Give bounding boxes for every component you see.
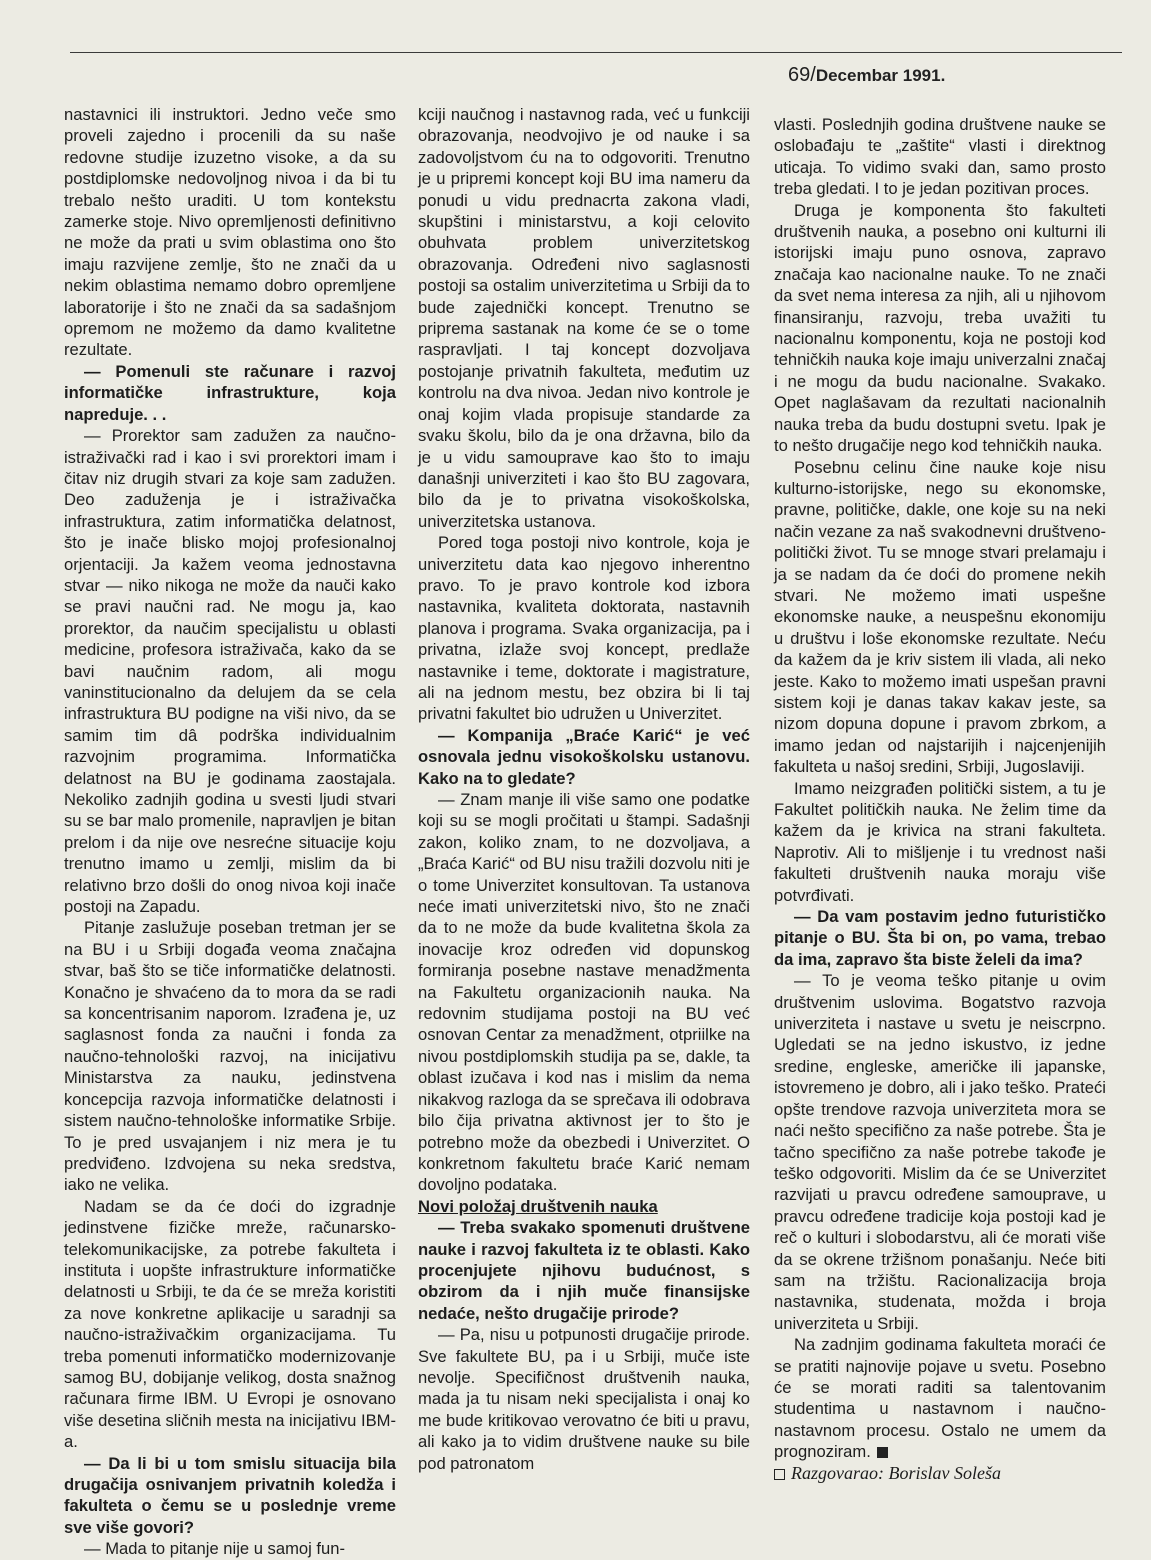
body-paragraph: nastavnici ili instruktori. Jedno veče smo proveli zajedno i procenili da su naše redovne studije izuzetno visoke, a da su postdiplomske nedovoljnog nivoa i da bi tu trebalo nešto uraditi. U tom kontekstu zamerke stoje. Nivo opremljenosti definitivno ne može da prati u svim oblastima ono što imaju razvijene zemlje, što ne znači da u nekim oblastima nemamo dobro opremljene laboratorije i što ne znači da sa sadašnjom opremom ne možemo da damo kvalitetne rezultate. — [64, 105, 396, 360]
interview-question: — Treba svakako spomenuti društvene nauke i razvoj fakulteta iz te oblasti. Kako procenjujete njihovu budućnost, s obzirom da i njih muče finansijske nedaće, nešto drugačije prirode? — [418, 1218, 750, 1323]
body-paragraph: vlasti. Poslednjih godina društvene nauke se oslobađaju te „zaštite“ vlasti i direktnog uticaja. To vidimo svaki dan, samo prosto treba gledati. I to je jedan pozitivan proces. — [774, 115, 1106, 199]
section-subheading: Novi položaj društvenih nauka — [418, 1196, 658, 1216]
page-number: 69/ — [788, 64, 816, 86]
body-paragraph: — To je veoma teško pitanje u ovim društvenim uslovima. Bogatstvo razvoja univerziteta i nastave u svetu je neiscrpno. Ugledati se na jedno iskustvo, iz jedne sredine, engleske, američke ili japanske, istovremeno je dobro, ali i jako teško. Prateći opšte trendove razvoja univerziteta mora se naći nešto specifično za naše potrebe. Šta je tačno specifično za naše potrebe takođe je teško odgovoriti. Mislim da će se Univerzitet razvijati u pravcu određene samouprave, u pravcu određene tradicije koja postoji kad je reč o kulturi i slobodarstvu, ali će morati više da se okrene tržišnom ponašanju. Neće biti sam na tržištu. Racionalizacija broja nastavnika, studenata, možda i broja univerziteta u Srbiji. — [774, 971, 1106, 1333]
body-paragraph: Pitanje zaslužuje poseban tretman jer se na BU i u Srbiji događa veoma značajna stvar, baš što se tiče informatičke delatnosti. Konačno je shvaćeno da to mora da se radi sa koncentrisanim naporom. Izrađena je, uz saglasnost fonda za naučni i fonda za naučno-tehnološki razvoj, na inicijativu Ministarstva za nauku, jedinstvena koncepcija razvoja informatičke delatnosti i sistem naučno-tehnološke informatike Srbije. To je pred usvajanjem i niz mera je tu predviđeno. Izdvojena su neka sredstva, iako ne velika. — [64, 918, 396, 1195]
body-paragraph: — Znam manje ili više samo one podatke koji su se mogli pročitati u štampi. Sadašnji zakon, koliko znam, to ne dozvoljava, a „Braća Karić“ od BU nisu tražili dozvolu niti je o tome Univerzitet konsultovan. Ta ustanova neće imati univerzitetski nivo, što ne znači da to ne može da bude kvalitetna škola za inovacije kroz određen vid dopunskog formiranja posebne nastave menadžmenta na Fakultetu organizacionih nauka. Na redovnim studijama postoji na BU već osnovan Centar za menadžment, otpriilke na nivou postdiplomskih studija pa se, dakle, ta oblast izučava i kod nas i mislim da nema nikakvog razloga da se sprečava ili odobrava bilo čija privatna aktivnost jer to što je potrebno može da obezbedi i Univerzitet. O konkretnom fakultetu braće Karić nemam dovoljno podataka. — [418, 790, 750, 1195]
interview-question: — Da li bi u tom smislu situacija bila drugačija osnivanjem privatnih koledža i fakulteta o čemu se u poslednje vreme sve više govori? — [64, 1453, 396, 1537]
interview-question: — Kompanija „Braće Karić“ je već osnovala jednu visokoškolsku ustanovu. Kako na to gledate? — [418, 725, 750, 788]
body-paragraph: — Prorektor sam zadužen za naučno-istraživački rad i kao i svi prorektori imam i čitav niz drugih stvari za koje sam zadužen. Deo zaduženja je i istraživačka infrastruktura, zatim informatička delatnost, što je inače blisko mojoj profesionalnoj orjentaciji. Ja kažem veoma jednostavna stvar — niko nikoga ne može da nauči kako se pravi naučni rad. Ne mogu ja, kao prorektor, da naučim specijalistu u oblasti medicine, profesora istraživača, kako da se bavi naučnim radom, ali mogu vaninstitucionalno da delujem da se cela infrastruktura BU podigne na viši nivo, da se samim tim dâ podrška individualnim razvojnim programima. Informatička delatnost na BU je godinama zaostajala. Nekoliko zadnjih godina u svesti ljudi stvari su se bar malo promenile, napravljen je bitan prelom i da nije ove nesrećne situacije koju trenutno imamo u zemlji, mislim da bi relativno brzo došli do onog nivoa koji inače postoji na Zapadu. — [64, 426, 396, 917]
byline — [774, 1463, 1106, 1484]
body-paragraph: — Pa, nisu u potpunosti drugačije prirode. Sve fakultete BU, pa i u Srbiji, muče iste nevolje. Specifičnost društvenih nauka, mada ja tu nisam neki specijalista i onaj ko me bude kritikovao verovatno će biti u pravu, ali kako ja to vidim društvene nauke su bile pod patronatom — [418, 1325, 750, 1473]
column-1 — [64, 104, 396, 1560]
body-paragraph: Na zadnjim godinama fakulteta moraći će se pratiti najnovije pojave u svetu. Posebno će se morati raditi sa talentovanim studentima u nastavnom i naučno-nastavnom procesu. Ostalo ne umem da prognoziram. — [774, 1335, 1106, 1462]
header-rule — [70, 52, 1122, 53]
byline-box-icon — [774, 1469, 785, 1480]
end-of-article-mark — [877, 1447, 888, 1458]
body-paragraph: Imamo neizgrađen politički sistem, a tu je Fakultet političkih nauka. Ne želim time da kažem da je krivica na strani fakulteta. Naprotiv. Ali to mišljenje i tu vrednost naši fakulteti društvenih nauka moraju više potvrđivati. — [774, 778, 1106, 905]
body-paragraph: Pored toga postoji nivo kontrole, koja je univerzitetu data kao njegovo inherentno pravo. To je pravo kontrole kod izbora nastavnika, kvaliteta doktorata, nastavnih planova i programa. Svaka organizacija, pa i privatna, izlaže svoj koncept, predlaže nastavnike i teme, doktorate i magistrature, ali na jednom mestu, bez obzira bi li taj privatni fakultet bio udružen u Univerzitet. — [418, 533, 750, 724]
body-paragraph: — Mada to pitanje nije u samoj fun- — [84, 1539, 346, 1559]
body-paragraph: Nadam se da će doći do izgradnje jedinstvene fizičke mreže, računarsko-telekomunikacijske, za potrebe fakulteta i instituta i uopšte infrastrukture informatičke delatnosti u Srbiji, te da će se mreža koristiti za nove konkretne aplikacije u saradnji sa naučno-istraživačkim organizacijama. Tu treba pomenuti informatičko modernizovanje samog BU, dobijanje velikog, dosta snažnog računara firme IBM. U Evropi je osnovano više desetina sličnih mesta na inicijativu IBM-a. — [64, 1196, 397, 1452]
interview-question: — Pomenuli ste računare i razvoj informatičke infrastrukture, koja napreduje. . . — [64, 361, 396, 424]
byline-text: Razgovarao: Borislav Soleša — [791, 1462, 1001, 1483]
column-2 — [418, 104, 750, 1474]
column-3 — [774, 114, 1106, 1484]
issue-date: Decembar 1991. — [815, 66, 946, 85]
body-paragraph: Posebnu celinu čine nauke koje nisu kulturno-istorijske, nego su ekonomske, pravne, političke, dakle, one koje su na neki način vezane za naš svakodnevni društveno-politički život. Tu se mnoge stvari prelamaju i ja se nadam da će doći do promene nekih stvari. Ne možemo imati uspešne ekonomske nauke, a neuspešnu ekonomiju u društvu i loše ekonomske rezultate. Neću da kažem da je kriv sistem ili vlada, ali neko jeste. Kako to možemo imati uspešan pravni sistem koji je danas takav kakav jeste, sa nizom dopuna dopune i pravom zbrkom, a imamo jedan od najstarijih i najcenjenijih fakulteta u našoj sredini, Srbiji, Jugoslaviji. — [774, 457, 1106, 777]
body-paragraph: kciji naučnog i nastavnog rada, već u funkciji obrazovanja, neodvojivo je od nauke i sa zadovoljstvom ću na to odgovoriti. Trenutno je u pripremi koncept koji BU ima nameru da ponudi u vidu prednacrta zakona vladi, skupštini i ministarstvu, a koji celovito obuhvata problem univerzitetskog obrazovanja. Određeni nivo saglasnosti postoji sa ostalim univerzitetima u Srbiji da to bude zajednički koncept. Trenutno se priprema sastanak na kome će se o tome raspravljati. I taj koncept dozvoljava postojanje privatnih fakulteta, međutim uz kontrolu na dva nivoa. Jedan nivo kontrole je onaj kojim vlada propisuje standarde za svaku školu, bilo da je ona državna, bilo da je u vidu samouprave kao što to imaju današnji univerziteti i kao što BU zagovara, bilo da je to privatna visokoškolska, univerzitetska ustanova. — [418, 105, 750, 531]
interview-question: — Da vam postavim jedno futurističko pitanje o BU. Šta bi on, po vama, trebao da ima, zapravo šta biste želeli da ima? — [774, 907, 1106, 969]
body-paragraph: Druga je komponenta što fakulteti društvenih nauka, a posebno oni kulturni ili istorijski imaju puno osnova, zapravo značaja kao nacionalne nauke. To ne znači da svet nema interesa za njih, ali u njihovom finansiranju, razvoju, treba uvažiti tu nacionalnu komponentu, koja ne postoji kod tehničkih nauka koje imaju univerzalni značaj i ne mogu da budu nacionalne. Svakako. Opet naglašavam da rezultati nacionalnih nauka treba da budu dostupni svetu. Ipak je to nešto drugačije nego kod tehničkih nauka. — [774, 200, 1106, 456]
page-header — [788, 64, 945, 87]
